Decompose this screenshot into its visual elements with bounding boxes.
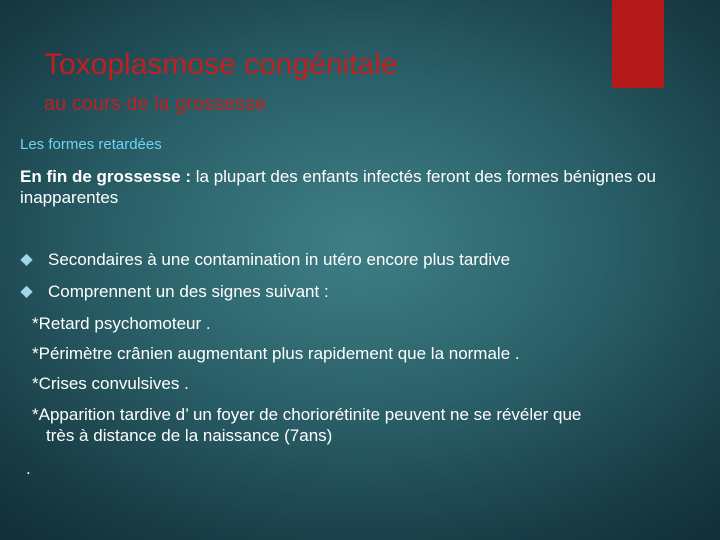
bullet-text: Secondaires à une contamination in utéro encore plus tardive xyxy=(48,250,511,269)
slide-title: Toxoplasmose congénitale xyxy=(44,48,398,81)
sign-item: *Périmètre crânien augmentant plus rapidement que la normale . xyxy=(32,344,520,363)
diamond-bullet-icon: ◆ xyxy=(20,251,33,268)
intro-text: la plupart des enfants infectés feront des formes bénignes ou inapparentes xyxy=(20,167,656,207)
sign-item: *Crises convulsives . xyxy=(32,374,189,393)
slide-subtitle: au cours de la grossesse xyxy=(44,93,267,115)
sign-item: *Retard psychomoteur . xyxy=(32,314,211,333)
sign-item-continuation: très à distance de la naissance (7ans) xyxy=(46,426,333,445)
accent-tab xyxy=(612,0,664,88)
intro-paragraph xyxy=(20,166,710,208)
bullet-item xyxy=(20,281,329,302)
trailing-dot: . xyxy=(26,459,31,478)
intro-lead: En fin de grossesse : xyxy=(20,167,196,186)
bullet-text: Comprennent un des signes suivant : xyxy=(48,282,329,301)
bullet-item xyxy=(20,249,510,270)
section-label: Les formes retardées xyxy=(20,136,162,153)
sign-item xyxy=(32,404,712,446)
sign-item-text: *Apparition tardive d’ un foyer de choriorétinite peuvent ne se révéler que xyxy=(32,405,582,424)
diamond-bullet-icon: ◆ xyxy=(20,283,33,300)
